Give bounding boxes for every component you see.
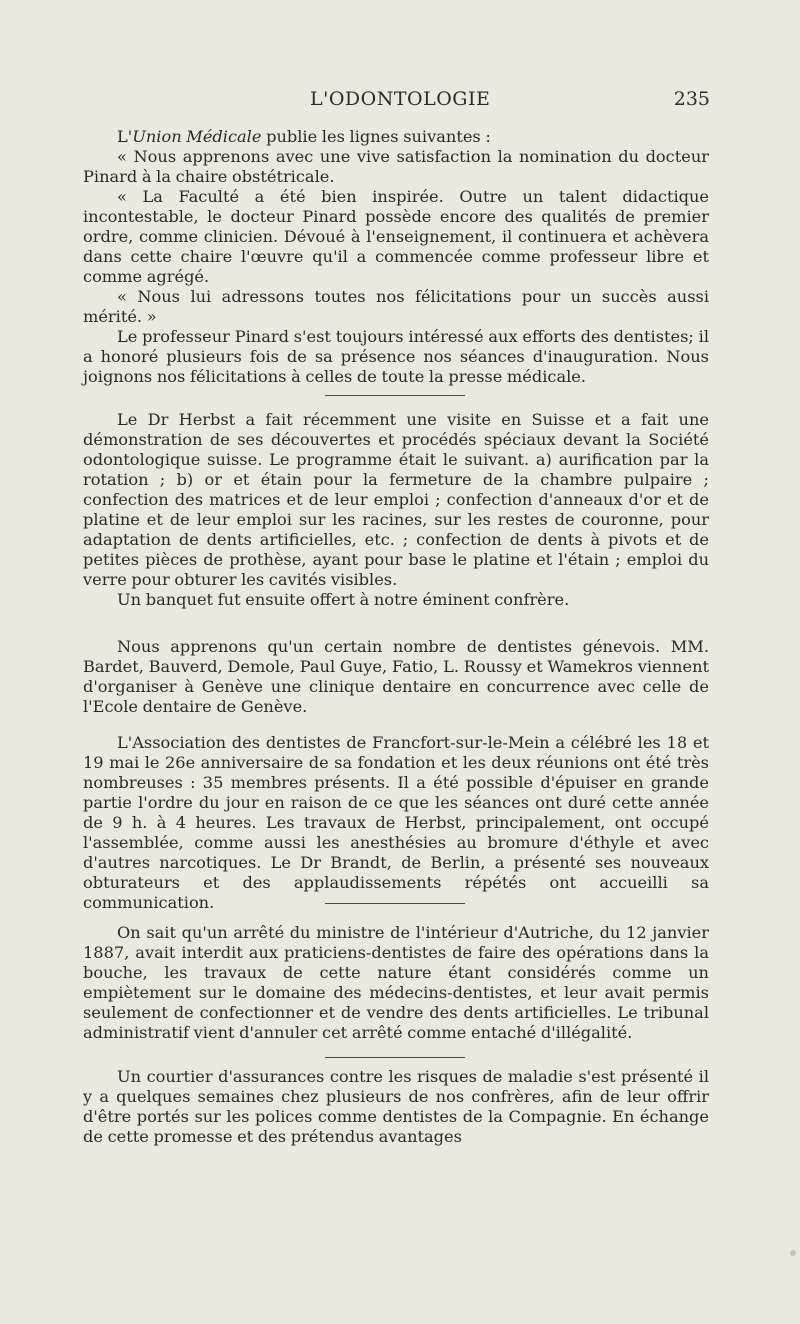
journal-title: Union Médicale [132, 127, 262, 146]
section-divider [325, 1057, 465, 1058]
paragraph: Le Dr Herbst a fait récemment une visite en Suisse et a fait une démonstration de ses découvertes et procédés spéciaux devant la Société odontologique suisse. Le programme était le suivant. a) aurification par la rotation ; b) or et étain pour la fermeture de la chambre pulpaire ; confection des matrices et de leur emploi ; confection d'anneaux d'or et de platine et de leur emploi sur les racines, sur les restes de couronne, pour adaptation de dents artificielles, etc. ; confection de dents à pivots et de petites pièces de prothèse, ayant pour base le platine et l'étain ; emploi du verre pour obturer les cavités visibles. [83, 410, 709, 589]
paragraph: L'Association des dentistes de Francfort-sur-le-Mein a célébré les 18 et 19 mai le 26e anniversaire de sa fondation et les deux réunions ont été très nombreuses : 35 membres présents. Il a été possible d'épuiser en grande partie l'ordre du jour en raison de ce que les séances ont duré cette année de 9 h. à 4 heures. Les travaux de Herbst, principalement, ont occupé l'assemblée, comme aussi les anesthésies au bromure d'éthyle et avec d'autres narcotiques. Le Dr Brandt, de Berlin, a présenté ses nouveaux obturateurs et des applaudissements répétés ont accueilli sa communication. [83, 733, 709, 912]
paragraph: Un courtier d'assurances contre les risques de maladie s'est présenté il y a quelques semaines chez plusieurs de nos confrères, afin de leur offrir d'être portés sur les polices comme dentistes de la Compagnie. En échange de cette promesse et des prétendus avantages [83, 1067, 709, 1146]
paragraph: On sait qu'un arrêté du ministre de l'intérieur d'Autriche, du 12 janvier 1887, avait interdit aux praticiens-dentistes de faire des opérations dans la bouche, les travaux de cette nature étant considérés comme un empiètement sur le domaine des médecins-dentistes, et leur avait permis seulement de confectionner et de vendre des dents artificielles. Le tribunal administratif vient d'annuler cet arrêté comme entaché d'illégalité. [83, 923, 709, 1042]
section-austria-decree [83, 923, 709, 1043]
section-geneva-clinic [83, 637, 709, 717]
section-union-medicale [83, 127, 709, 387]
paragraph: « Nous lui adressons toutes nos félicitations pour un succès aussi mérité. » [83, 287, 709, 326]
paragraph: « La Faculté a été bien inspirée. Outre un talent didactique incontestable, le docteur Pinard possède encore des qualités de premier ordre, comme clinicien. Dévoué à l'enseignement, il continuera et achèvera dans cette chaire l'œuvre qu'il a commencée comme professeur libre et comme agrégé. [83, 187, 709, 286]
paper-spot [790, 1250, 796, 1256]
section-herbst-visit [83, 410, 709, 610]
paragraph: Un banquet fut ensuite offert à notre éminent confrère. [117, 590, 570, 609]
section-insurance-broker [83, 1067, 709, 1147]
page-number: 235 [673, 88, 710, 110]
paragraph: Le professeur Pinard s'est toujours intéressé aux efforts des dentistes; il a honoré plusieurs fois de sa présence nos séances d'inauguration. Nous joignons nos félicitations à celles de toute la presse médicale. [83, 327, 709, 386]
section-frankfurt-association [83, 733, 709, 913]
paragraph: L'Union Médicale publie les lignes suivantes : [117, 127, 491, 146]
section-divider [325, 395, 465, 396]
page-header [100, 88, 710, 114]
running-title: L'ODONTOLOGIE [310, 88, 491, 110]
paragraph: « Nous apprenons avec une vive satisfaction la nomination du docteur Pinard à la chaire obstétricale. [83, 147, 709, 186]
section-divider [325, 903, 465, 904]
paragraph: Nous apprenons qu'un certain nombre de dentistes génevois. MM. Bardet, Bauverd, Demole, Paul Guye, Fatio, L. Roussy et Wamekros viennent d'organiser à Genève une clinique dentaire en concurrence avec celle de l'Ecole dentaire de Genève. [83, 637, 709, 716]
